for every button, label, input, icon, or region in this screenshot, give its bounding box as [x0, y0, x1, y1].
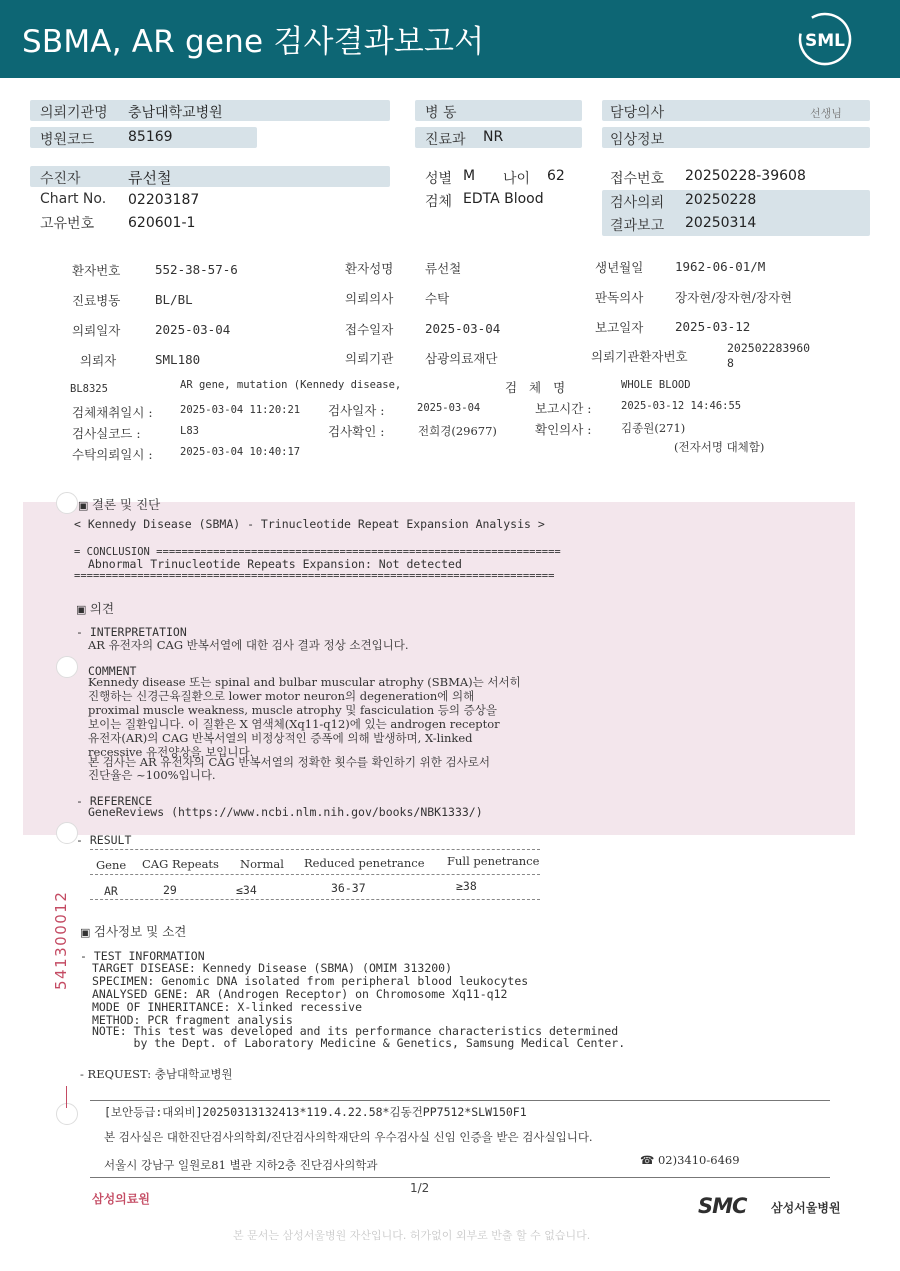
- conclusion-head: = CONCLUSION ================================================================: [74, 546, 561, 558]
- comment-line: 유전자(AR)의 CAG 반복서열의 비정상적인 증폭에 의해 발생하며, X-linked: [88, 731, 473, 745]
- receipt-label: 접수번호: [610, 171, 665, 187]
- confirm-doc: 김종원(271): [621, 421, 686, 435]
- hosp-code-value: 85169: [128, 129, 173, 145]
- side-serial-number: 541300012: [52, 890, 70, 990]
- req-date: 2025-03-04: [155, 322, 231, 337]
- sml-logo-text: SML: [805, 31, 845, 51]
- doctor-label: 담당의사: [610, 105, 665, 121]
- report-time: 2025-03-12 14:46:55: [621, 400, 742, 412]
- test-date: 2025-03-04: [417, 402, 481, 414]
- consign: 2025-03-04 10:40:17: [180, 446, 301, 458]
- receipt-value: 20250228-39608: [685, 168, 806, 184]
- square-bullet-icon: ▣: [76, 603, 90, 616]
- footer-divider: [90, 1177, 830, 1178]
- punch-hole-icon: [56, 1103, 78, 1125]
- req-by-label: 의뢰자: [80, 353, 117, 368]
- read-doc-label: 판독의사: [595, 290, 644, 305]
- page-title: SBMA, AR gene 검사결과보고서: [22, 24, 485, 60]
- section-testinfo-title: [80, 922, 186, 940]
- req-inst-value: 충남대학교병원: [128, 105, 223, 121]
- inst-pt-label: 의뢰기관환자번호: [591, 349, 688, 364]
- dept-value: NR: [483, 129, 504, 145]
- req-doc: 수탁: [425, 291, 450, 306]
- punch-hole-icon: [56, 492, 78, 514]
- pt-name: 류선철: [425, 261, 462, 276]
- col-normal: Normal: [240, 857, 284, 871]
- ti-head: - TEST INFORMATION: [80, 949, 205, 963]
- section-conclusion-label: 결론 및 진단: [91, 497, 161, 512]
- dob-label: 생년월일: [595, 260, 644, 275]
- pt-no-label: 환자번호: [72, 263, 121, 278]
- patient-value: 류선철: [128, 169, 172, 187]
- confirm: 전희경(29677): [418, 424, 497, 438]
- header-bar: [0, 0, 900, 78]
- row-gene: AR: [104, 884, 118, 898]
- collect: 2025-03-04 11:20:21: [180, 404, 301, 416]
- section-conclusion-title: [78, 495, 160, 513]
- result-report-value: 20250314: [685, 215, 757, 231]
- side-mark: [66, 1086, 67, 1108]
- comment-line: 본 검사는 AR 유전자의 CAG 반복서열의 정확한 횟수를 확인하기 위한 검사로서: [88, 755, 490, 769]
- result-report-label: 결과보고: [610, 218, 665, 234]
- brand-left: 삼성의료원: [92, 1192, 150, 1206]
- comment-line: 진행하는 신경근육질환으로 lower motor neuron의 degeneration에 의해: [88, 689, 475, 703]
- row-reduced: 36-37: [331, 881, 366, 895]
- comment-line: recessive 유전양상을 보입니다.: [88, 745, 254, 759]
- col-full: Full penetrance: [447, 854, 540, 868]
- table-divider: [90, 899, 540, 900]
- req-inst2: 삼광의료재단: [425, 351, 498, 366]
- hosp-code-label: 병원코드: [40, 132, 95, 148]
- req-doc-label: 의뢰의사: [345, 291, 394, 306]
- lab-code-label: 검사실코드 :: [72, 426, 141, 441]
- req-inst2-label: 의뢰기관: [345, 351, 394, 366]
- comment-line: proximal muscle weakness, muscle atrophy 및 fasciculation 등의 증상을: [88, 703, 498, 717]
- interp-head: - INTERPRETATION: [76, 625, 187, 639]
- cert-text: 본 검사실은 대한진단검사의학회/진단검사의학재단의 우수검사실 신임 인증을 받은 검사실입니다.: [104, 1130, 593, 1144]
- comment-head: COMMENT: [88, 664, 137, 678]
- request-text: - REQUEST: 충남대학교병원: [80, 1067, 233, 1081]
- section-opinion-title: [76, 599, 114, 617]
- esign-note: (전자서명 대체함): [674, 440, 765, 454]
- ti-line: SPECIMEN: Genomic DNA isolated from peripheral blood leukocytes: [92, 974, 529, 988]
- chart-value: 02203187: [128, 192, 200, 208]
- section-testinfo-label: 검사정보 및 소견: [93, 924, 187, 939]
- pt-no: 552-38-57-6: [155, 262, 238, 277]
- ti-line: by the Dept. of Laboratory Medicine & Genetics, Samsung Medical Center.: [92, 1036, 626, 1050]
- col-reduced: Reduced penetrance: [304, 856, 425, 870]
- smc-logo: SMC: [698, 1194, 747, 1218]
- lab-code: L83: [180, 425, 199, 437]
- row-full: ≥38: [456, 879, 477, 893]
- punch-hole-icon: [56, 656, 78, 678]
- read-doc: 장자현/장자현/장자현: [675, 290, 793, 305]
- confirm-doc-label: 확인의사 :: [535, 422, 592, 437]
- pt-name-label: 환자성명: [345, 261, 394, 276]
- square-bullet-icon: ▣: [80, 926, 94, 939]
- ward-label: 병 동: [425, 105, 457, 121]
- ref-head: - REFERENCE: [76, 794, 153, 808]
- row-cag: 29: [163, 883, 177, 897]
- conclusion-text: Abnormal Trinucleotide Repeats Expansion: Not detected: [88, 557, 462, 571]
- table-divider: [90, 874, 540, 875]
- sml-logo-icon: [798, 12, 852, 66]
- ref-text: GeneReviews (https://www.ncbi.nlm.nih.gov/books/NBK1333/): [88, 805, 483, 819]
- ti-line: ANALYSED GENE: AR (Androgen Receptor) on Chromosome Xq11-q12: [92, 987, 508, 1001]
- address-text: 서울시 강남구 일원로81 별관 지하2층 진단검사의학과: [104, 1158, 378, 1172]
- inst-pt-2: 8: [727, 356, 734, 370]
- uid-value: 620601-1: [128, 215, 196, 231]
- test-req-value: 20250228: [685, 192, 757, 208]
- doctor-suffix: 선생님: [810, 107, 842, 120]
- phone-text: ☎ 02)3410-6469: [640, 1153, 740, 1167]
- clinical-label: 임상정보: [610, 132, 665, 148]
- specimen-name-label: 검 체 명: [505, 380, 566, 395]
- rcpt-date: 2025-03-04: [425, 321, 501, 336]
- punch-hole-icon: [56, 822, 78, 844]
- footer-divider: [90, 1100, 830, 1101]
- dob: 1962-06-01/M: [675, 259, 766, 274]
- age-label: 나이: [503, 171, 531, 187]
- comment-line: 진단율은 ~100%입니다.: [88, 768, 216, 782]
- comment-line: Kennedy disease 또는 spinal and bulbar muscular atrophy (SBMA)는 서서히: [88, 675, 521, 689]
- age-value: 62: [547, 168, 565, 184]
- report-time-label: 보고시간 :: [535, 401, 592, 416]
- ti-line: MODE OF INHERITANCE: X-linked recessive: [92, 1000, 363, 1014]
- rcpt-date-label: 접수일자: [345, 322, 394, 337]
- result-head: - RESULT: [76, 833, 132, 847]
- inst-pt-1: 202502283960: [727, 341, 811, 355]
- test-date-label: 검사일자 :: [328, 403, 385, 418]
- security-line: [보안등급:대외비]20250313132413*119.4.22.58*김동건PP7512*SLW150F1: [104, 1105, 527, 1119]
- page-number: 1/2: [410, 1181, 430, 1195]
- req-by: SML180: [155, 352, 201, 367]
- comment-line: 보이는 질환입니다. 이 질환은 X 염색체(Xq11-q12)에 있는 androgen receptor: [88, 717, 500, 731]
- chart-label: Chart No.: [40, 191, 107, 207]
- uid-label: 고유번호: [40, 216, 95, 232]
- ti-line: TARGET DISEASE: Kennedy Disease (SBMA) (OMIM 313200): [92, 961, 453, 975]
- col-cag: CAG Repeats: [142, 857, 219, 871]
- dept-label: 진료과: [425, 132, 466, 148]
- smc-name: 삼성서울병원: [771, 1201, 841, 1215]
- square-bullet-icon: ▣: [78, 499, 92, 512]
- consign-label: 수탁의뢰일시 :: [72, 447, 153, 462]
- test-code: BL8325: [70, 383, 108, 395]
- collect-label: 검체채취일시 :: [72, 405, 153, 420]
- specimen-value: EDTA Blood: [463, 191, 544, 207]
- confirm-label: 검사확인 :: [328, 424, 385, 439]
- test-name: AR gene, mutation (Kennedy disease,: [180, 379, 402, 391]
- ti-line: METHOD: PCR fragment analysis: [92, 1013, 293, 1027]
- req-inst-label: 의뢰기관명: [40, 105, 108, 121]
- ward2-label: 진료병동: [72, 293, 121, 308]
- test-req-label: 검사의뢰: [610, 195, 665, 211]
- req-date-label: 의뢰일자: [72, 323, 121, 338]
- watermark-text: 본 문서는 삼성서울병원 자산입니다. 허가없이 외부로 반출 할 수 없습니다.: [233, 1229, 591, 1242]
- patient-label: 수진자: [40, 171, 81, 187]
- section-opinion-label: 의견: [89, 601, 115, 616]
- col-gene: Gene: [96, 858, 127, 872]
- interp-text: AR 유전자의 CAG 반복서열에 대한 검사 결과 정상 소견입니다.: [88, 638, 409, 652]
- row-normal: ≤34: [236, 883, 257, 897]
- ti-line: NOTE: This test was developed and its performance characteristics determined: [92, 1024, 619, 1038]
- table-divider: [90, 849, 540, 850]
- rep-date: 2025-03-12: [675, 319, 751, 334]
- analysis-title: < Kennedy Disease (SBMA) - Trinucleotide Repeat Expansion Analysis >: [74, 517, 545, 531]
- sex-value: M: [463, 168, 476, 184]
- ward2: BL/BL: [155, 292, 193, 307]
- label-box: [30, 166, 390, 187]
- rep-date-label: 보고일자: [595, 320, 644, 335]
- sex-label: 성별: [425, 171, 453, 187]
- specimen-name: WHOLE BLOOD: [621, 379, 691, 391]
- conclusion-tail: ============================================================================: [74, 570, 555, 582]
- specimen-label: 검체: [425, 194, 453, 210]
